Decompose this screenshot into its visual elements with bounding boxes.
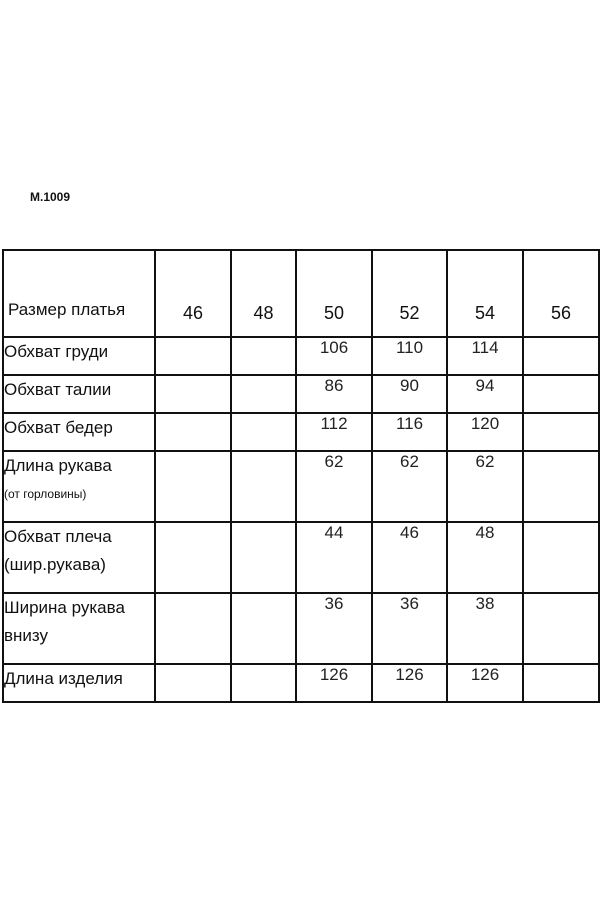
table-cell: [523, 451, 599, 522]
table-cell: [155, 451, 231, 522]
table-row: [3, 664, 599, 702]
table-header-row: [3, 250, 599, 337]
size-header-56: 56: [523, 250, 599, 337]
table-cell: 62: [296, 451, 372, 522]
table-cell: 86: [296, 375, 372, 413]
row-label: [3, 664, 155, 702]
table-cell: 36: [372, 593, 447, 664]
size-header-52: 52: [372, 250, 447, 337]
table-cell: [231, 375, 296, 413]
row-label-text-2: (шир.рукава): [4, 555, 106, 574]
table-cell: 106: [296, 337, 372, 375]
table-cell: 62: [447, 451, 523, 522]
row-label: [3, 413, 155, 451]
table-cell: [231, 593, 296, 664]
table-cell: [231, 522, 296, 593]
table-row: [3, 593, 599, 664]
table-cell: 112: [296, 413, 372, 451]
table-cell: 114: [447, 337, 523, 375]
table-cell: 94: [447, 375, 523, 413]
row-label-text: Ширина рукава: [4, 598, 125, 617]
table-cell: 62: [372, 451, 447, 522]
size-header-46: 46: [155, 250, 231, 337]
table-cell: [155, 664, 231, 702]
table-cell: [523, 413, 599, 451]
table-cell: [523, 337, 599, 375]
row-label: [3, 337, 155, 375]
table-cell: [155, 413, 231, 451]
table-cell: [155, 375, 231, 413]
row-label-text: Обхват груди: [4, 342, 109, 361]
row-label: [3, 375, 155, 413]
table-cell: 90: [372, 375, 447, 413]
table-cell: [231, 664, 296, 702]
table-row: [3, 375, 599, 413]
table-row: [3, 413, 599, 451]
table-cell: [231, 413, 296, 451]
row-label: [3, 593, 155, 664]
row-label: [3, 522, 155, 593]
table-cell: 126: [372, 664, 447, 702]
table-cell: 38: [447, 593, 523, 664]
table-cell: [523, 593, 599, 664]
table-cell: 126: [296, 664, 372, 702]
table-cell: [231, 337, 296, 375]
table-row: [3, 522, 599, 593]
table-cell: 126: [447, 664, 523, 702]
row-label-text: Длина изделия: [4, 669, 123, 688]
table-cell: 44: [296, 522, 372, 593]
table-cell: [155, 522, 231, 593]
model-code: М.1009: [30, 190, 71, 204]
row-label: [3, 451, 155, 522]
row-label-text-2: внизу: [4, 626, 49, 645]
row-label-text: Длина рукава: [4, 456, 112, 475]
table-cell: [523, 522, 599, 593]
table-cell: [155, 593, 231, 664]
table-cell: 36: [296, 593, 372, 664]
table-cell: [155, 337, 231, 375]
table-cell: [523, 664, 599, 702]
table-cell: [231, 451, 296, 522]
size-header-50: 50: [296, 250, 372, 337]
table-cell: 116: [372, 413, 447, 451]
size-chart-table: [2, 249, 600, 703]
table-row: [3, 337, 599, 375]
row-label-text: Обхват талии: [4, 380, 112, 399]
table-row: [3, 451, 599, 522]
table-cell: 110: [372, 337, 447, 375]
size-header-54: 54: [447, 250, 523, 337]
table-cell: 46: [372, 522, 447, 593]
row-label-text: Обхват плеча: [4, 527, 112, 546]
size-header-48: 48: [231, 250, 296, 337]
header-label: Размер платья: [3, 250, 155, 337]
table-cell: [523, 375, 599, 413]
table-cell: 120: [447, 413, 523, 451]
row-label-note: (от горловины): [4, 487, 87, 501]
table-cell: 48: [447, 522, 523, 593]
row-label-text: Обхват бедер: [4, 418, 113, 437]
